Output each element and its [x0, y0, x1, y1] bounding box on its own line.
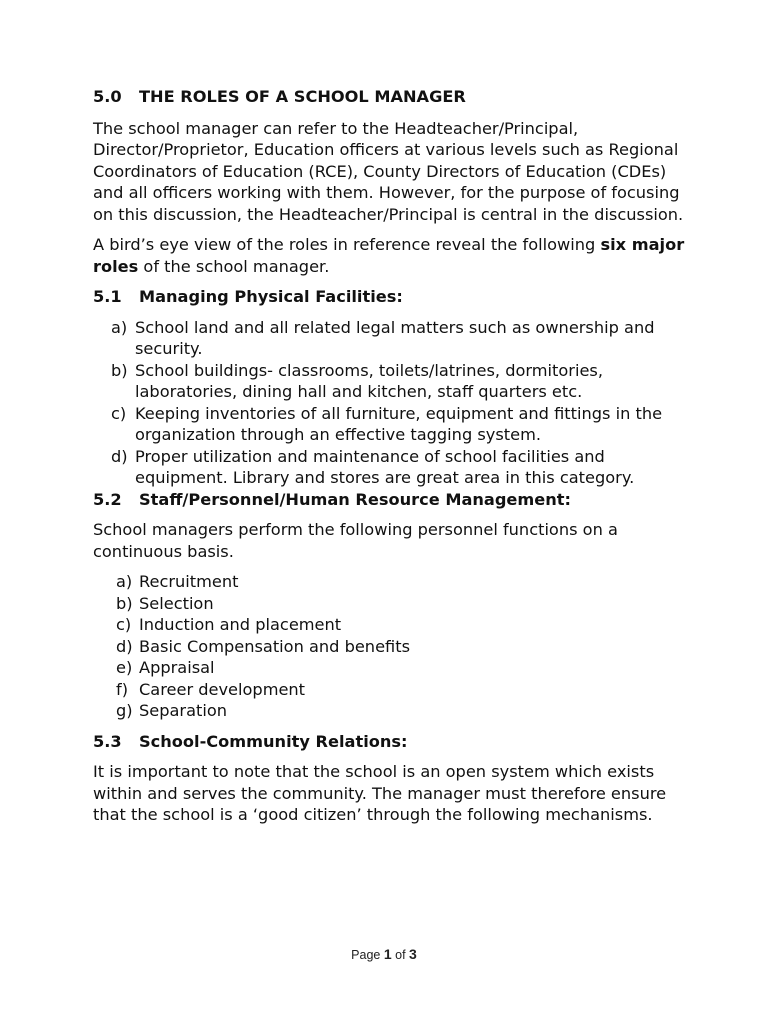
community-relations-paragraph: It is important to note that the school is an open system which exists within and serves the community. The manager must therefore ensure that the school is a ‘good citizen’ through the following mechanisms.: [93, 762, 667, 824]
list-marker: a): [111, 317, 128, 337]
list-item: [93, 446, 693, 489]
list-item: [93, 657, 693, 679]
document-page: [93, 86, 693, 835]
list-marker: b): [111, 360, 128, 380]
list-item: [93, 700, 693, 722]
list-item-text: Induction and placement: [139, 615, 342, 634]
of-label: of: [395, 948, 406, 962]
list-item: [93, 317, 693, 360]
current-page-number: 1: [383, 946, 392, 962]
intro-paragraph: The school manager can refer to the Headteacher/Principal, Director/Proprietor, Education officers at various levels such as Regional Coordinators of Education (RCE), County Directors of Education (CDEs) and all officers working with them. However, for the purpose of focusing on this discussion, the Headteacher/Principal is central in the discussion.: [93, 118, 684, 224]
list-marker: g): [116, 701, 133, 720]
list-marker: a): [116, 572, 133, 591]
total-pages-number: 3: [409, 946, 417, 962]
section-5-0-heading: [93, 86, 693, 108]
six-major-roles-emphasis: six major roles: [93, 235, 685, 276]
list-item: [93, 679, 693, 701]
list-item: [93, 636, 693, 658]
section-title: Managing Physical Facilities:: [139, 287, 403, 306]
section-5-1-heading: [93, 286, 693, 308]
summary-text-before: A bird’s eye view of the roles in reference reveal the following: [93, 235, 601, 254]
section-5-2-heading: [93, 489, 693, 511]
list-item-text: Recruitment: [139, 572, 239, 591]
list-item: [93, 403, 693, 446]
list-marker: d): [111, 446, 128, 466]
section-number: 5.0: [93, 87, 122, 106]
list-marker: f): [116, 679, 129, 699]
list-marker: c): [111, 403, 127, 423]
section-title: THE ROLES OF A SCHOOL MANAGER: [139, 87, 466, 106]
physical-facilities-list: [93, 317, 693, 489]
section-number: 5.2: [93, 489, 122, 509]
list-item: [93, 571, 693, 593]
section-number: 5.1: [93, 287, 122, 306]
list-item-text: School land and all related legal matters such as ownership and security.: [135, 317, 655, 358]
section-title: School-Community Relations:: [139, 731, 408, 751]
personnel-functions-list: [93, 571, 693, 722]
list-item-text: Career development: [139, 679, 306, 699]
summary-text-after: of the school manager.: [138, 256, 330, 276]
page-label: Page: [351, 948, 381, 962]
list-item-text: School buildings- classrooms, toilets/latrines, dormitories, laboratories, dining hall and kitchen, staff quarters etc.: [135, 360, 603, 401]
list-marker: d): [116, 636, 133, 656]
section-5-3-heading: [93, 731, 693, 753]
personnel-intro-paragraph: School managers perform the following personnel functions on a continuous basis.: [93, 520, 618, 561]
list-item-text: Keeping inventories of all furniture, equipment and fittings in the organization through an effective tagging system.: [135, 403, 663, 444]
section-title: Staff/Personnel/Human Resource Management:: [139, 489, 571, 509]
list-item-text: Basic Compensation and benefits: [139, 636, 411, 656]
list-marker: e): [116, 658, 133, 677]
list-item: [93, 614, 693, 636]
section-number: 5.3: [93, 731, 122, 751]
list-item: [93, 593, 693, 615]
page-footer: [0, 946, 768, 962]
list-item: [93, 360, 693, 403]
list-item-text: Selection: [139, 593, 214, 613]
list-marker: b): [116, 593, 133, 613]
list-item-text: Separation: [139, 701, 228, 720]
list-item-text: Proper utilization and maintenance of school facilities and equipment. Library and stores are great area in this category.: [135, 446, 635, 487]
list-marker: c): [116, 615, 132, 634]
list-item-text: Appraisal: [139, 658, 215, 677]
roles-summary-paragraph: [93, 234, 693, 277]
